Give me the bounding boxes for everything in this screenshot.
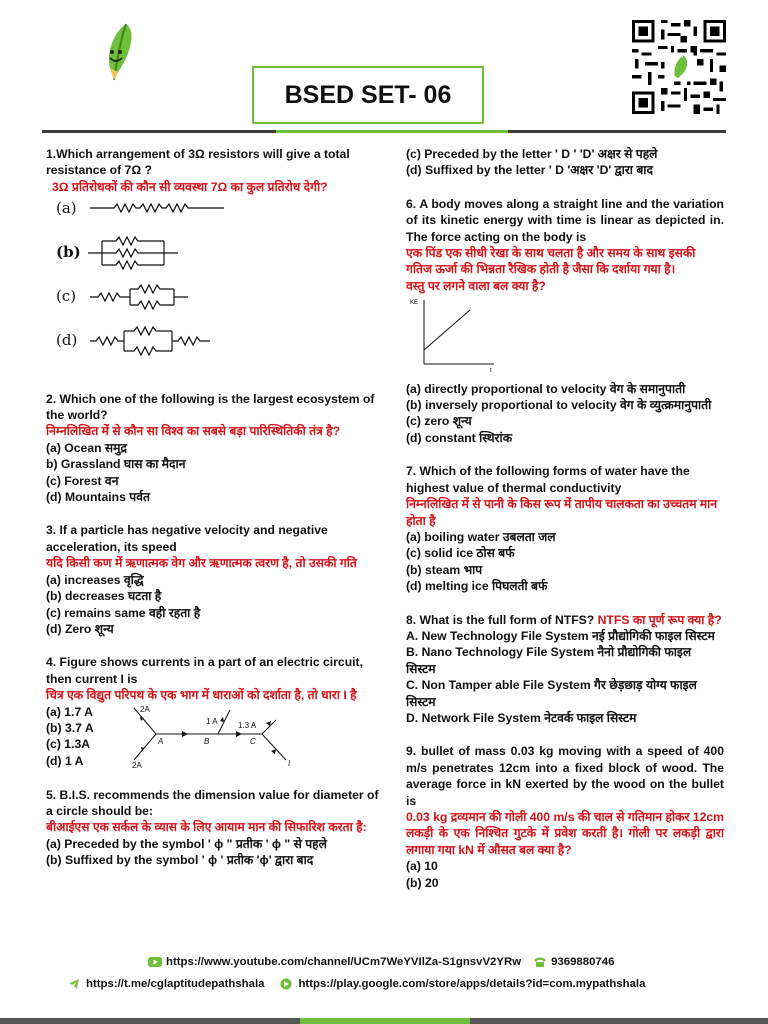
question-9	[406, 743, 724, 891]
question-4-option-c[interactable]: (c) 1.3A	[46, 737, 91, 752]
question-8	[406, 612, 724, 727]
circuit-node-a: A	[158, 736, 164, 746]
question-8-english: 8. What is the full form of NTFS?	[406, 612, 595, 627]
question-2-option-a[interactable]: (a) Ocean समुद्र	[46, 440, 127, 455]
circuit-label-1-3a: 1.3 A	[238, 720, 257, 730]
question-5-option-b[interactable]: (b) Suffixed by the symbol ' ϕ ' प्रतीक 'ϕ' द्वारा बाद	[46, 853, 314, 868]
question-4-hindi: चित्र एक विद्युत परिपथ के एक भाग में धाराओं को दर्शाता है, तो धारा I है	[46, 688, 357, 703]
question-9-hindi: 0.03 kg द्रव्यमान की गोली 400 m/s की चाल से गतिमान होकर 12cm लकड़ी के एक निश्चित गुटके में प्रवेश करती है। गोली पर लकड़ी द्वारा लगाया गया kN में औसत बल क्या है?	[406, 810, 725, 857]
question-5-english: 5. B.I.S. recommends the dimension value for diameter of a circle should be:	[46, 787, 379, 818]
kinetic-energy-graph	[410, 296, 500, 372]
playstore-icon	[280, 978, 292, 990]
circuit-label-2a-bottom: 2A	[132, 760, 142, 770]
circuit-node-c: C	[250, 736, 256, 746]
telegram-link[interactable]: https://t.me/cglaptitudepathshala	[86, 978, 265, 990]
question-7-option-b[interactable]: (b) steam भाप	[406, 562, 483, 577]
question-7-hindi: निम्नलिखित में से पानी के किस रूप में तापीय चालकता का उच्चतम मान होता है	[406, 497, 718, 528]
footer-contact-row	[148, 956, 614, 968]
circuit-currents-figure	[126, 704, 326, 770]
question-7-english: 7. Which of the following forms of water have the highest value of thermal conductivity	[406, 464, 690, 495]
playstore-link[interactable]: https://play.google.com/store/apps/details?id=com.mypathshala	[298, 978, 646, 990]
question-6-english: 6. A body moves along a straight line and the variation of its kinetic energy with time is linear as depicted in. The force acting on the body is	[406, 196, 724, 244]
question-2-option-d[interactable]: (d) Mountains पर्वत	[46, 490, 150, 505]
question-5-option-d[interactable]: (d) Suffixed by the letter ' D 'अक्षर 'D' द्वारा बाद	[406, 163, 653, 178]
qr-code[interactable]	[632, 20, 726, 114]
question-6-hindi-question: वस्तु पर लगने वाला बल क्या है?	[406, 278, 546, 293]
resistor-arrangements-figure	[54, 199, 254, 359]
phone-icon	[533, 956, 547, 968]
question-7	[406, 463, 724, 594]
ke-axis-label: KE	[410, 300, 419, 307]
footer-links-row	[68, 978, 645, 990]
question-6-option-a[interactable]: (a) directly proportional to velocity वेग के समानुपाती	[406, 381, 686, 396]
fig-label-d: (d)	[56, 331, 78, 350]
question-7-option-d[interactable]: (d) melting ice पिघलती बर्फ	[406, 579, 548, 594]
question-9-option-b[interactable]: (b) 20	[406, 875, 439, 890]
question-6	[406, 196, 724, 446]
page-title: BSED SET- 06	[252, 66, 484, 124]
pathshala-logo	[96, 22, 142, 84]
question-6-option-d[interactable]: (d) constant स्थिरांक	[406, 430, 513, 445]
circuit-label-2a-top: 2A	[140, 704, 150, 714]
question-8-option-c[interactable]: C. Non Tamper able File System गैर छेड़छाड़ योग्य फाइल सिस्टम	[406, 678, 697, 709]
question-4-option-a[interactable]: (a) 1.7 A	[46, 704, 93, 719]
question-4-option-d[interactable]: (d) 1 A	[46, 753, 84, 768]
fig-label-c: (c)	[56, 287, 77, 306]
question-4-option-b[interactable]: (b) 3.7 A	[46, 720, 94, 735]
question-8-option-a[interactable]: A. New Technology File System नई प्रौद्योगिकी फाइल सिस्टम	[406, 628, 715, 643]
question-9-english: 9. bullet of mass 0.03 kg moving with a speed of 400 m/s penetrates 12cm into a fixed block of wood. The average force in kN exerted by the wood on the bullet is	[406, 744, 724, 808]
question-5-option-a[interactable]: (a) Preceded by the symbol ' ϕ " प्रतीक ' ϕ " से पहले	[46, 836, 327, 851]
question-9-option-a[interactable]: (a) 10	[406, 859, 438, 874]
circuit-label-i: I	[288, 758, 291, 768]
question-8-option-b[interactable]: B. Nano Technology File System नैनो प्रौद्योगिकी फाइल सिस्टम	[406, 645, 692, 676]
question-2-english: 2. Which one of the following is the largest ecosystem of the world?	[46, 391, 375, 423]
question-4	[46, 654, 382, 769]
question-3-option-b[interactable]: (b) decreases घटता है	[46, 589, 162, 604]
question-5	[46, 787, 382, 869]
question-5-hindi: बीआईएस एक सर्कल के व्यास के लिए आयाम मान की सिफारिश करता है:	[46, 820, 367, 835]
fig-label-a: (a)	[56, 199, 77, 218]
question-2	[46, 391, 382, 506]
circuit-node-b: B	[204, 736, 210, 746]
question-3-english: 3. If a particle has negative velocity and negative acceleration, its speed	[46, 523, 328, 554]
circuit-label-1a: 1 A	[206, 716, 218, 726]
right-column	[406, 146, 724, 908]
youtube-icon	[148, 957, 162, 967]
question-3-option-c[interactable]: (c) remains same वही रहता है	[46, 605, 201, 620]
youtube-link[interactable]: https://www.youtube.com/channel/UCm7WeYVIlZa-S1gnsvV2YRw	[166, 956, 522, 968]
question-3-hindi: यदि किसी कण में ऋणात्मक वेग और ऋणात्मक त्वरण है, तो उसकी गति	[46, 556, 357, 571]
question-2-option-b[interactable]: b) Grassland घास का मैदान	[46, 457, 186, 472]
question-8-option-d[interactable]: D. Network File System नेटवर्क फाइल सिस्टम	[406, 710, 637, 725]
question-3-option-a[interactable]: (a) increases वृद्धि	[46, 572, 144, 587]
question-1-hindi: 3Ω प्रतिरोधकों की कौन सी व्यवस्था 7Ω का कुल प्रतिरोध देगी?	[52, 179, 328, 194]
question-6-hindi: एक पिंड एक सीधी रेखा के साथ चलता है और समय के साथ इसकी गतिज ऊर्जा की भिन्नता रैखिक होती है जैसा कि दर्शाया गया है।	[406, 246, 696, 277]
question-3	[46, 522, 382, 637]
question-2-option-c[interactable]: (c) Forest वन	[46, 473, 119, 488]
question-6-option-b[interactable]: (b) inversely proportional to velocity वेग के व्युत्क्रमानुपाती	[406, 398, 712, 413]
question-5-continued	[406, 146, 724, 179]
question-7-option-a[interactable]: (a) boiling water उबलता जल	[406, 529, 556, 544]
telegram-icon	[68, 978, 80, 990]
left-column	[46, 146, 382, 886]
question-7-option-c[interactable]: (c) solid ice ठोस बर्फ	[406, 546, 515, 561]
fig-label-b: (b)	[56, 243, 81, 262]
question-8-hindi: NTFS का पूर्ण रूप क्या है?	[597, 612, 722, 627]
question-5-option-c[interactable]: (c) Preceded by the letter ' D ' 'D' अक्षर से पहले	[406, 147, 658, 161]
question-2-hindi: निम्नलिखित में से कौन सा विश्व का सबसे बड़ा पारिस्थितिकी तंत्र है?	[46, 424, 341, 439]
question-3-option-d[interactable]: (d) Zero शून्य	[46, 621, 114, 636]
question-6-option-c[interactable]: (c) zero शून्य	[406, 414, 472, 429]
question-1-english: 1.Which arrangement of 3Ω resistors will give a total resistance of 7Ω ?	[46, 147, 350, 178]
t-axis-label: t	[490, 368, 492, 373]
footer-accent	[300, 1018, 470, 1024]
phone-number[interactable]: 9369880746	[551, 956, 615, 968]
question-4-english: 4. Figure shows currents in a part of an electric circuit, then current I is	[46, 655, 363, 686]
question-1	[46, 146, 382, 374]
header-divider	[42, 130, 726, 133]
